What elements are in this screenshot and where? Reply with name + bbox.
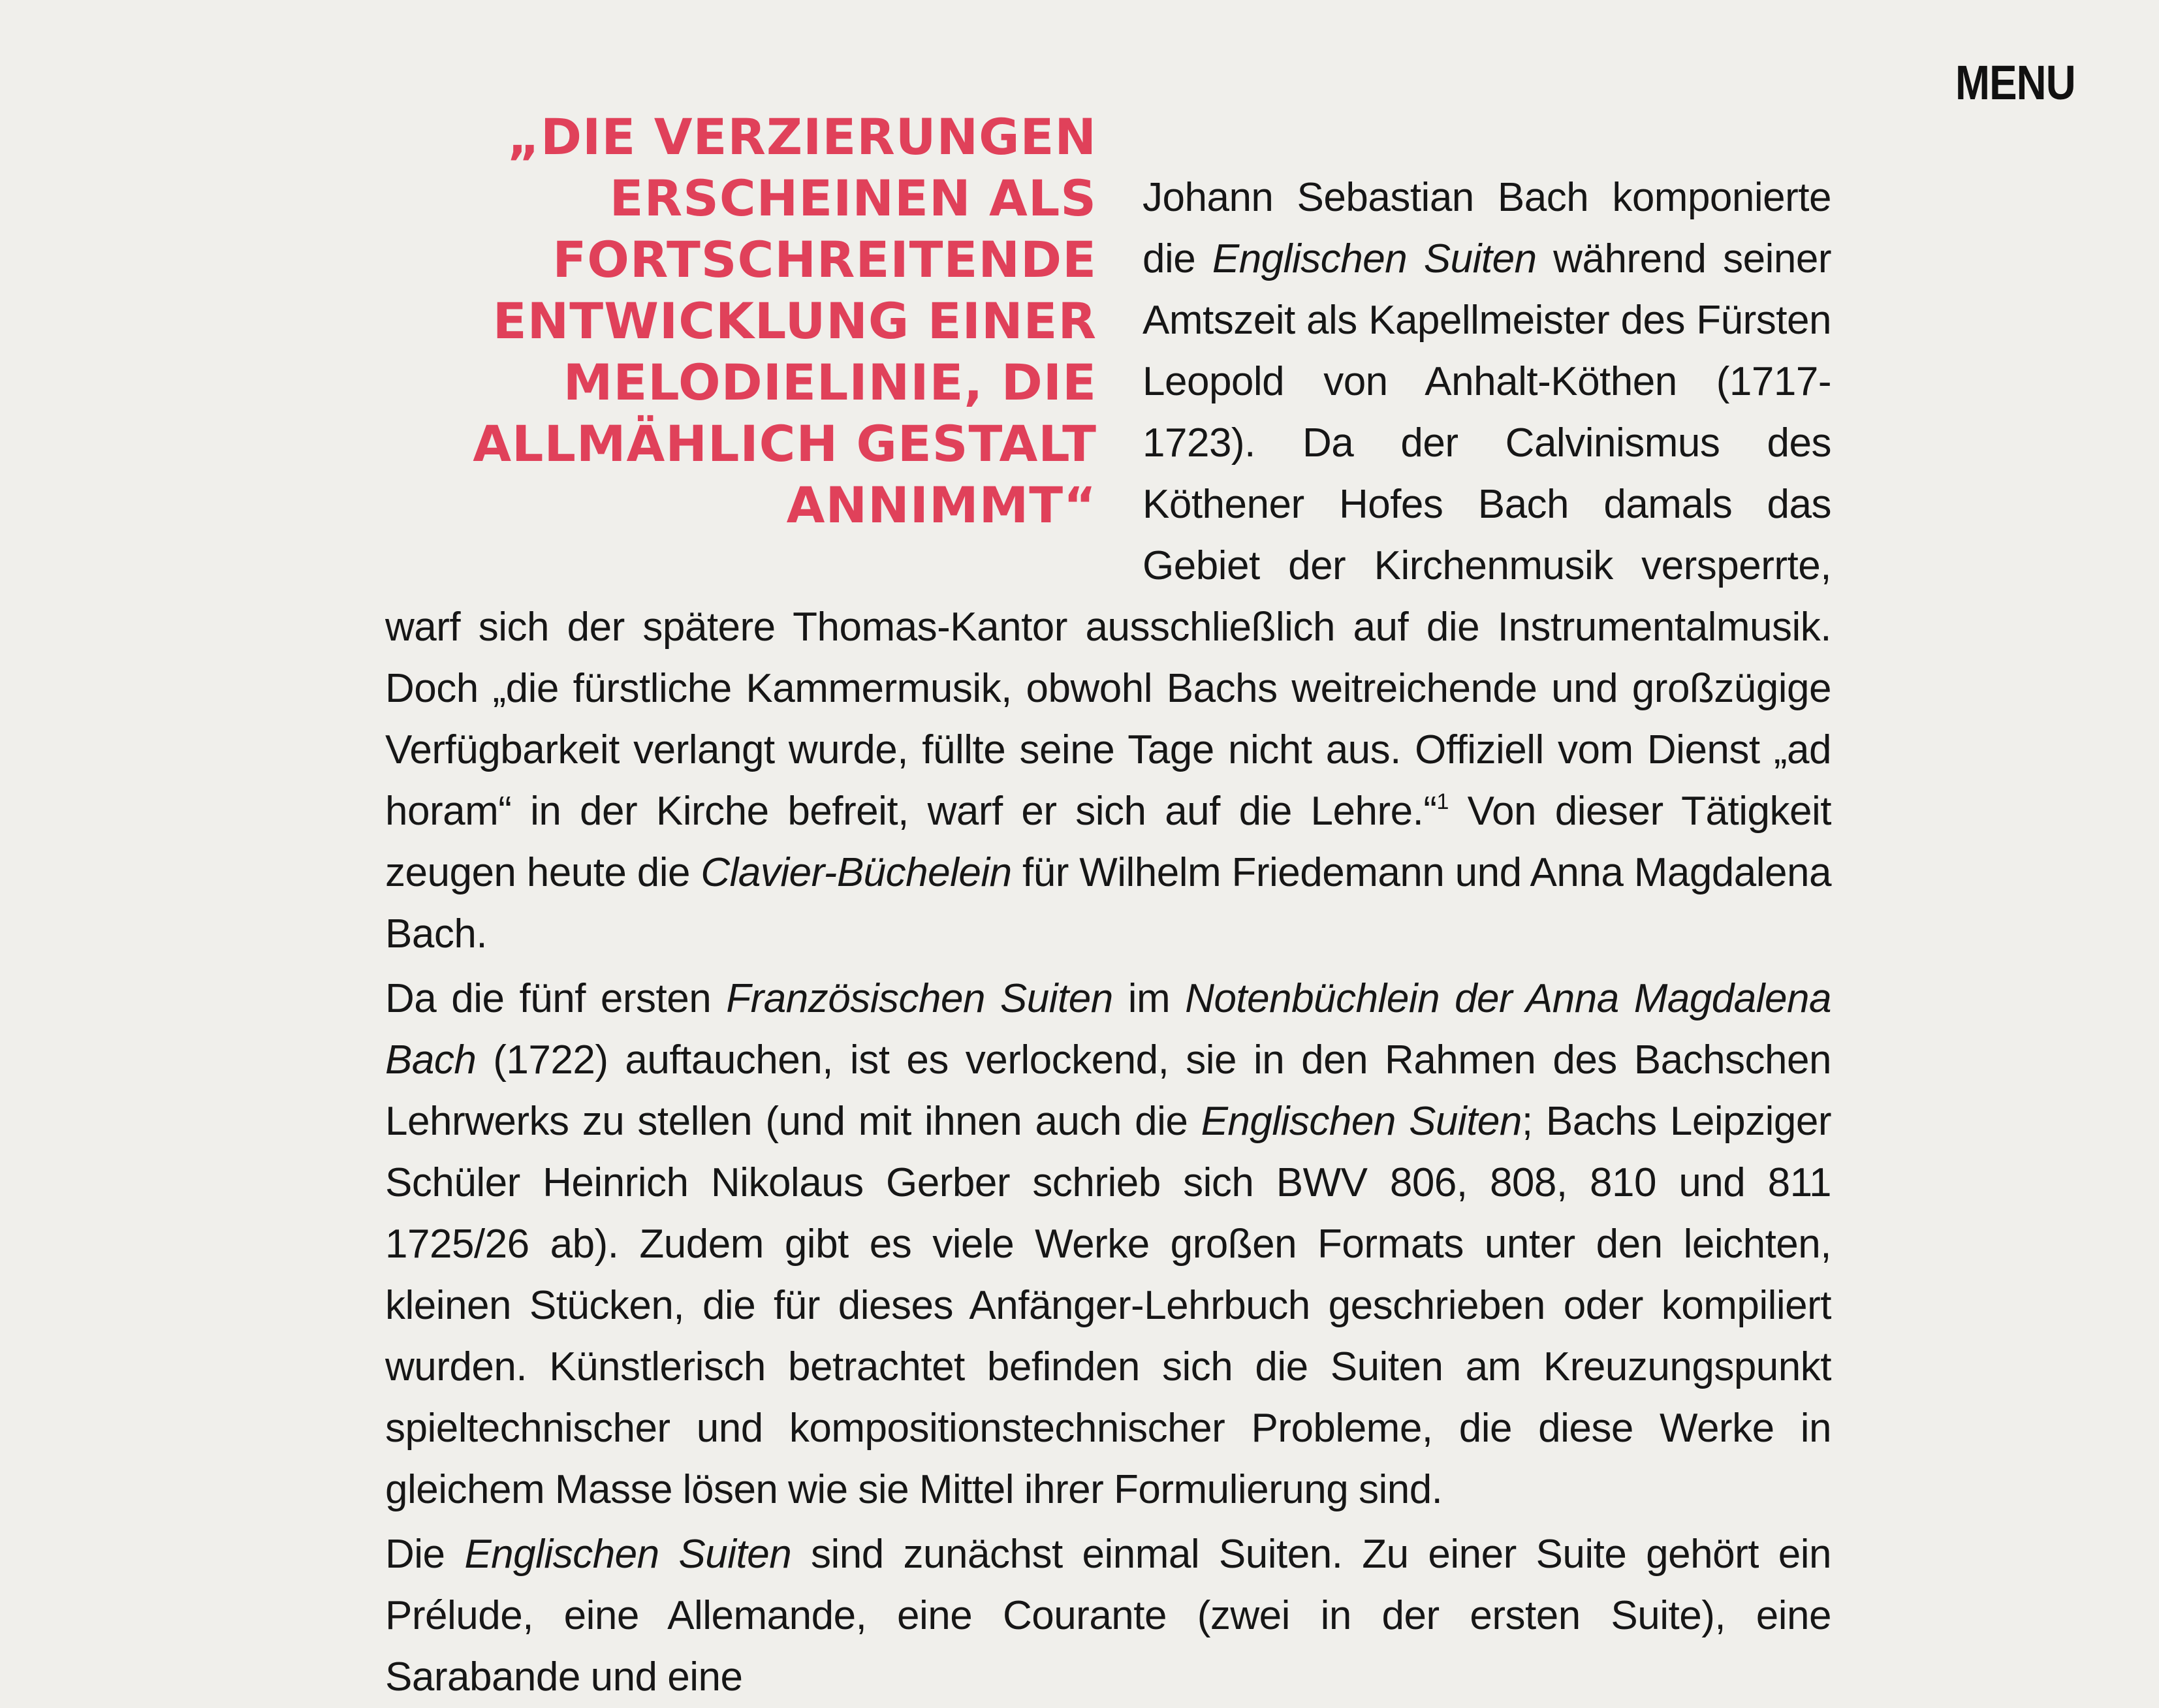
italic-title: Clavier-Büchelein: [701, 850, 1012, 895]
menu-button[interactable]: MENU: [1955, 55, 2075, 110]
paragraph-text: Die: [385, 1532, 465, 1577]
italic-title: Französischen Suiten: [726, 976, 1113, 1021]
paragraph-text: sind zunächst einmal Suiten. Zu einer Suite gehört ein Prélude, eine Allemande, eine Courante (zwei in der ersten Suite), eine Sarabande und eine: [385, 1532, 1831, 1700]
pull-quote: „DIE VERZIERUNGEN ERSCHEINEN ALS FORTSCHREITENDE ENTWICKLUNG EINER MELODIELINIE, DIE ALLMÄHLICH GESTALT ANNIMMT“: [473, 108, 1097, 534]
italic-title: Notenbüchlein der Anna Magdalena Bach: [385, 976, 1831, 1083]
paragraph-text: Johann Sebastian Bach komponierte die: [1143, 175, 1831, 281]
italic-title: Englischen Suiten: [1201, 1099, 1522, 1144]
italic-title: Englischen Suiten: [1212, 236, 1537, 281]
paragraph-text: Von dieser Tätigkeit zeugen heute die: [385, 789, 1832, 895]
paragraph-text: ; Bachs Leipziger Schüler Heinrich Nikolaus Gerber schrieb sich BWV 806, 808, 810 und 811 1725/26 ab). Zudem gibt es viele Werke großen Formats unter den leichten, kleinen Stücken, die für dieses Anfänger-Lehrbuch geschrieben oder kompiliert wurden. Künstlerisch betrachtet befinden sich die Suiten am Kreuzungspunkt spieltechnischer und kompositionstechnischer Probleme, die diese Werke in gleichem Masse lösen wie sie Mittel ihrer Formulierung sind.: [385, 1099, 1831, 1512]
italic-title: Englischen Suiten: [464, 1532, 792, 1577]
paragraph-2: [385, 968, 1831, 1521]
paragraph-3: [385, 1524, 1831, 1708]
paragraph-text: während seiner Amtszeit als Kapellmeister des Fürsten Leopold von Anhalt-Köthen (1717-1723). Da der Calvinismus des Köthener Hofes Bach damals das Gebiet der Kirchenmusik versperrte, warf sich der spätere Thomas-Kantor ausschließlich auf die Instrumentalmusik. Doch „die fürstliche Kammermusik, obwohl Bachs weitreichende und großzügige Verfügbarkeit verlangt wurde, füllte seine Tage nicht aus. Offiziell vom Dienst „ad horam“ in der Kirche befreit, warf er sich auf die Lehre.“: [385, 236, 1831, 834]
paragraph-text: (1722) auftauchen, ist es verlockend, sie in den Rahmen des Bachschen Lehrwerks zu stellen (und mit ihnen auch die: [385, 1037, 1831, 1144]
paragraph-text: für Wilhelm Friedemann und Anna Magdalena Bach.: [385, 850, 1831, 957]
footnote-marker[interactable]: 1: [1436, 789, 1449, 814]
paragraph-text: im: [1112, 976, 1186, 1021]
paragraph-text: Da die fünf ersten: [385, 976, 727, 1021]
article-body: [385, 106, 1831, 1708]
